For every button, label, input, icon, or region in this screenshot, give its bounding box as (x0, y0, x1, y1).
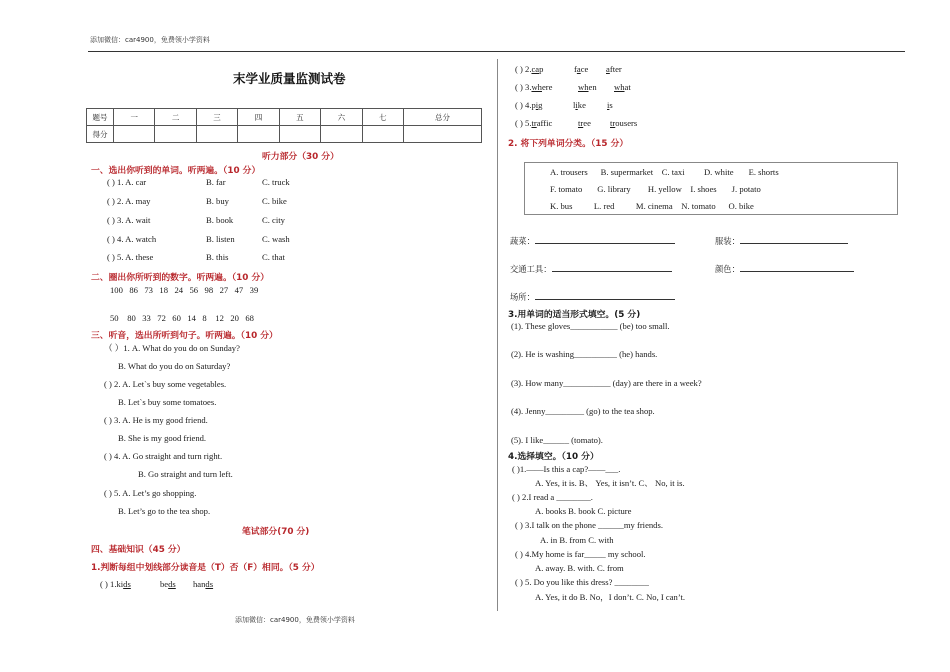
fill-3: (3). How many___________ (day) are there in a week? (511, 378, 702, 388)
footer-note: 添加微信：car4900，免费领小学资料 (235, 616, 355, 624)
phonics-item-4-w2: like (573, 100, 586, 110)
phonics-item-3-w2: when (578, 82, 597, 92)
choice-2: ( ) 2.I read a ________. (512, 492, 593, 502)
score-input-cell (362, 126, 403, 143)
sub3-title: 3.用单词的适当形式填空。(5 分) (508, 310, 641, 320)
clothes-blank[interactable] (740, 243, 848, 244)
phonics-item-3-w3: what (614, 82, 631, 92)
score-table-score-row (87, 126, 482, 143)
score-input-cell (114, 126, 155, 143)
header-note: 添加微信：car4900，免费领小学资料 (90, 36, 210, 44)
score-input-cell (155, 126, 196, 143)
score-cell: 五 (279, 109, 320, 126)
choice-1-options: A. Yes, it is. B、 Yes, it isn’t. C、 No, it is. (535, 478, 685, 488)
numbers-row-1: 100 86 73 18 24 56 98 27 47 39 (110, 285, 259, 295)
column-divider (497, 59, 498, 611)
section-1-title: 一、选出你听到的单词。听两遍。（10 分） (91, 166, 261, 176)
colour-blank[interactable] (740, 271, 854, 272)
sub2-title: 2. 将下列单词分类。（15 分） (508, 139, 629, 149)
sub4-title: 4.选择填空。（10 分） (508, 452, 599, 462)
choice-4-options: A. away. B. with. C. from (535, 563, 624, 573)
category-place: 场所： (510, 292, 675, 303)
q3-3-a: ( ) 3. A. He is my good friend. (104, 415, 208, 425)
category-transport: 交通工具： (510, 264, 672, 275)
choice-1: ( )1.——Is this a cap?——___. (512, 464, 621, 474)
score-cell: 得分 (87, 126, 114, 143)
q3-4-a: ( ) 4. A. Go straight and turn right. (104, 451, 223, 461)
word-bank-row-1: A. trousers B. supermarket C. taxi D. white E. shorts (550, 167, 779, 177)
phonics-item-2-w3: after (606, 64, 622, 74)
q1-5-c: C. that (262, 252, 285, 262)
top-rule (88, 51, 905, 52)
score-cell: 题号 (87, 109, 114, 126)
score-input-cell (403, 126, 481, 143)
fill-5: (5). I like______ (tomato). (511, 435, 603, 445)
score-cell: 四 (238, 109, 279, 126)
sub1-title: 1.判断每组中划线部分读音是（T）否（F）相同。（5 分） (91, 563, 320, 573)
score-table (86, 108, 482, 143)
fill-4: (4). Jenny_________ (go) to the tea shop. (511, 406, 655, 416)
score-input-cell (238, 126, 279, 143)
q1-2-b: B. buy (206, 196, 229, 206)
score-cell: 二 (155, 109, 196, 126)
score-cell: 三 (196, 109, 237, 126)
score-cell: 一 (114, 109, 155, 126)
listening-heading: 听力部分（30 分） (262, 152, 339, 162)
q1-5: ( ) 5. A. these (107, 252, 154, 262)
score-input-cell (321, 126, 362, 143)
section-4-title: 四、基础知识（45 分） (91, 545, 186, 555)
q1-2-c: C. bike (262, 196, 287, 206)
phonics-item-5: ( ) 5.traffic (515, 118, 553, 128)
q3-4-b: B. Go straight and turn left. (138, 469, 233, 479)
q1-5-b: B. this (206, 252, 229, 262)
category-veg: 蔬菜： (510, 236, 675, 247)
score-cell: 总分 (403, 109, 481, 126)
q1-4-c: C. wash (262, 234, 290, 244)
q1-3-b: B. book (206, 215, 234, 225)
q1-1: ( ) 1. A. car (107, 177, 147, 187)
category-clothes: 服装： (715, 236, 848, 247)
q3-1-b: B. What do you do on Saturday? (118, 361, 231, 371)
q3-3-b: B. She is my good friend. (118, 433, 207, 443)
writing-heading: 笔试部分(70 分) (242, 527, 310, 537)
score-input-cell (279, 126, 320, 143)
q3-1-a: （ ）1. A. What do you do on Sunday? (104, 343, 240, 353)
choice-3-options: A. in B. from C. with (540, 535, 614, 545)
phonics-item-5-w2: tree (578, 118, 591, 128)
q3-2-a: ( ) 2. A. Let`s buy some vegetables. (104, 379, 227, 389)
score-table-header-row (87, 109, 482, 126)
phonics-item-1-w3: hands (193, 579, 214, 589)
page-title: 末学业质量监测试卷 (233, 71, 346, 86)
choice-2-options: A. books B. book C. picture (535, 506, 632, 516)
score-cell: 六 (321, 109, 362, 126)
phonics-item-5-w3: trousers (610, 118, 638, 128)
veg-blank[interactable] (535, 243, 675, 244)
choice-3: ( ) 3.I talk on the phone ______my friends. (515, 520, 663, 530)
phonics-item-1-w2: beds (160, 579, 176, 589)
phonics-item-4-w3: is (607, 100, 613, 110)
q3-5-a: ( ) 5. A. Let’s go shopping. (104, 488, 197, 498)
word-bank-row-3: K. bus L. red M. cinema N. tomato O. bike (550, 201, 754, 211)
phonics-item-3: ( ) 3.where (515, 82, 553, 92)
place-blank[interactable] (535, 299, 675, 300)
choice-5: ( ) 5. Do you like this dress? ________ (515, 577, 649, 587)
q1-4: ( ) 4. A. watch (107, 234, 157, 244)
q1-3-c: C. city (262, 215, 285, 225)
word-bank-row-2: F. tomato G. library H. yellow I. shoes J. potato (550, 184, 761, 194)
q1-3: ( ) 3. A. wait (107, 215, 151, 225)
fill-2: (2). He is washing__________ (he) hands. (511, 349, 658, 359)
phonics-item-1: ( ) 1.kids (100, 579, 131, 589)
phonics-item-2: ( ) 2.cap (515, 64, 544, 74)
section-2-title: 二、圈出你所听到的数字。听两遍。（10 分） (91, 273, 270, 283)
q3-5-b: B. Let’s go to the tea shop. (118, 506, 211, 516)
score-cell: 七 (362, 109, 403, 126)
numbers-row-2: 50 80 33 72 60 14 8 12 20 68 (110, 313, 254, 323)
choice-5-options: A. Yes, it do B. No，I don’t. C. No, I can’t. (535, 592, 686, 602)
fill-1: (1). These gloves___________ (be) too small. (511, 321, 670, 331)
score-input-cell (196, 126, 237, 143)
q1-1-b: B. far (206, 177, 226, 187)
phonics-item-2-w2: face (574, 64, 589, 74)
transport-blank[interactable] (552, 271, 672, 272)
phonics-item-4: ( ) 4.pig (515, 100, 543, 110)
q1-1-c: C. truck (262, 177, 290, 187)
q1-2: ( ) 2. A. may (107, 196, 151, 206)
choice-4: ( ) 4.My home is far_____ my school. (515, 549, 646, 559)
section-3-title: 三、听音，选出所听到句子。听两遍。（10 分） (91, 331, 278, 341)
category-colour: 颜色： (715, 264, 854, 275)
q1-4-b: B. listen (206, 234, 235, 244)
q3-2-b: B. Let`s buy some tomatoes. (118, 397, 217, 407)
